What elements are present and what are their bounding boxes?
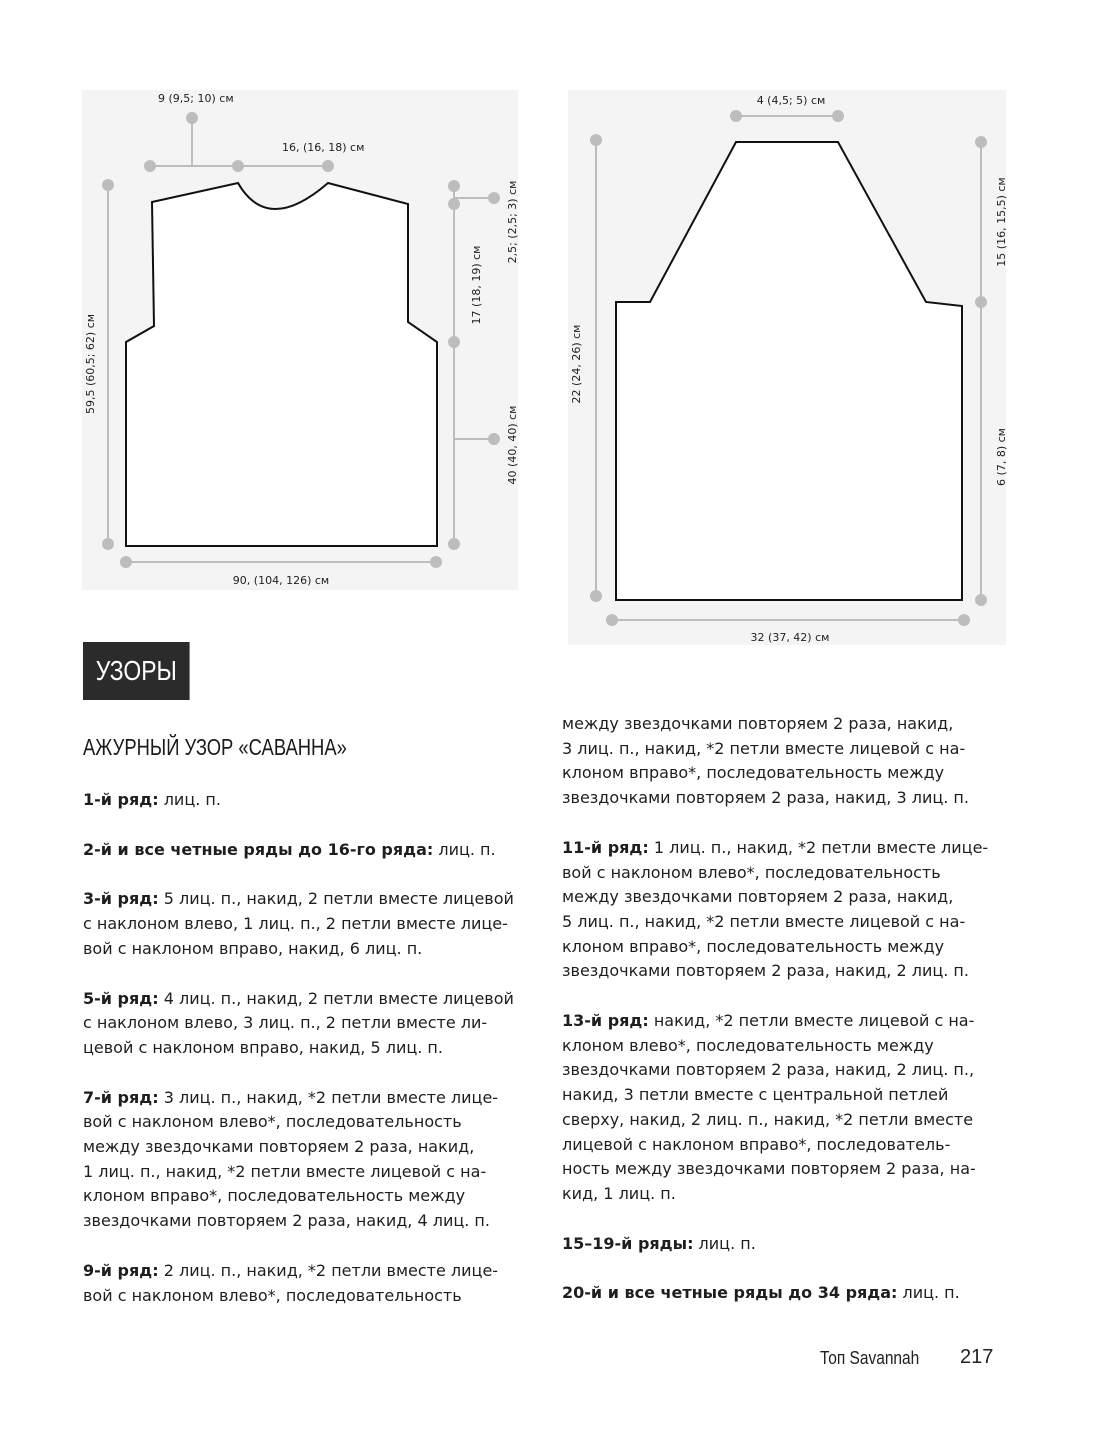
total-length-label: 59,5 (60,5; 62) см [84,313,97,415]
shoulder-width-label: 16, (16, 18) см [282,141,365,154]
section-title: УЗОРЫ [95,655,177,686]
row-instruction [83,788,533,813]
row-text: 4 лиц. п., накид, 2 петли вместе лицевой с наклоном влево, 3 лиц. п., 2 петли вместе ли- цевой с наклоном вправо, накид, 5 лиц. п. [83,988,514,1057]
row-instruction [562,1232,1012,1257]
sleeve-width-label: 32 (37, 42) см [750,631,830,644]
row-label: 7-й ряд: [83,1087,159,1107]
section-title-box [83,642,190,700]
row-label: 3-й ряд: [83,889,159,909]
row-instruction [83,838,533,863]
instructions-left-column [83,788,533,1333]
row-instruction [83,1086,533,1234]
top-width-label: 4 (4,5; 5) см [756,94,826,107]
armhole-depth-label: 17 (18, 19) см [470,245,483,325]
row-label: 9-й ряд: [83,1260,159,1280]
row-text: лиц. п. [433,839,496,859]
front-outline [126,183,437,546]
row-text: 3 лиц. п., накид, *2 петли вместе лице- вой с наклоном влево*, последовательность между звездочками повторяем 2 раза, накид, 1 лиц. п., накид, *2 петли вместе лицевой с на- клоном вправо*, последовательность между звездочками повторяем 2 раза, накид, 4 лиц. п. [83,1087,499,1231]
row-instruction [83,987,533,1061]
sleeve-schematic [560,80,1010,650]
cuff-height-label: 6 (7, 8) см [995,428,1008,486]
side-length-label: 40 (40, 40) см [506,405,519,485]
row-label: 13-й ряд: [562,1011,649,1031]
shoulder-drop-label: 2,5; (2,5; 3) см [506,180,519,264]
row-label: 2-й и все четные ряды до 16-го ряда: [83,839,434,859]
row-text: 5 лиц. п., накид, 2 петли вместе лицевой с наклоном влево, 1 лиц. п., 2 петли вместе лице- вой с наклоном вправо, накид, 6 лиц. п. [83,889,514,958]
row-text: лиц. п. [158,790,221,809]
front-schematic [70,80,530,600]
row-text: между звездочками повторяем 2 раза, накид, 3 лиц. п., накид, *2 петли вместе лицевой с на- клоном вправо*, последовательность между звездочками повторяем 2 раза, накид, 3 лиц. п. [562,714,969,808]
row-text: лиц. п. [897,1283,960,1303]
row-instruction [83,887,533,961]
page-number: 217 [960,1346,994,1368]
instructions-right-column [562,712,1012,1331]
row-label: 11-й ряд: [562,837,649,857]
pattern-subtitle: АЖУРНЫЙ УЗОР «САВАННА» [83,734,347,760]
row-instruction [562,836,1012,984]
row-text: 2 лиц. п., накид, *2 петли вместе лице- вой с наклоном влево*, последовательность [83,1260,499,1305]
row-instruction [562,712,1012,811]
raglan-height-label: 15 (16, 15,5) см [995,177,1008,267]
row-text: лиц. п. [693,1233,756,1253]
row-label: 20-й и все четные ряды до 34 ряда: [562,1283,898,1303]
row-label: 5-й ряд: [83,988,159,1008]
row-text: накид, *2 петли вместе лицевой с на- клоном влево*, последовательность между звездочками повторяем 2 раза, накид, 2 лиц. п., накид, 3 петли вместе с центральной петлей сверху, накид, 2 лиц. п., накид, *2 петли вместе лицевой с наклоном вправо*, последователь- ность между звездочками повторяем 2 раза, на- кид, 1 лиц. п. [562,1011,976,1203]
front-width-label: 90, (104, 126) см [232,574,330,587]
row-text: 1 лиц. п., накид, *2 петли вместе лице- вой с наклоном влево*, последовательность между звездочками повторяем 2 раза, накид, 5 лиц. п., накид, *2 петли вместе лицевой с на- клоном вправо*, последовательность между звездочками повторяем 2 раза, накид, 2 лиц. п. [562,837,989,981]
neck-width-label: 9 (9,5; 10) см [158,92,234,105]
row-instruction [562,1281,1012,1306]
row-label: 15–19-й ряды: [562,1233,694,1253]
row-instruction [83,1259,533,1308]
row-instruction [562,1009,1012,1207]
running-footer-title: Топ Savannah [820,1348,920,1368]
row-label: 1-й ряд: [83,790,159,809]
total-height-label: 22 (24, 26) см [570,324,583,404]
